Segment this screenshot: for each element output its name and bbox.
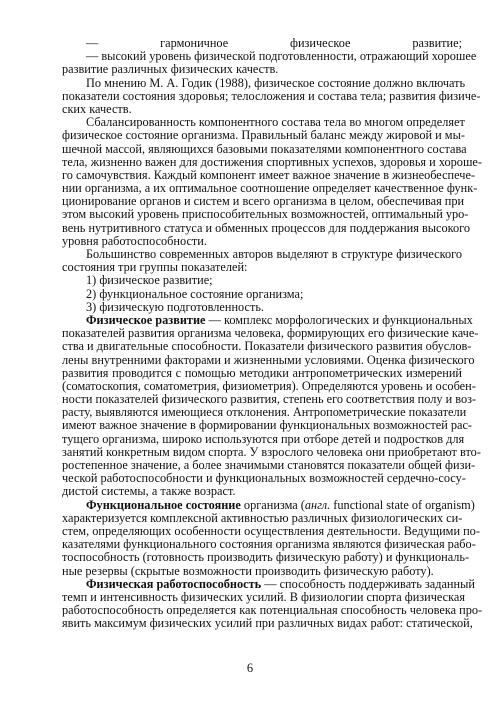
text-segment: шечной массой, являющихся базовыми показателями компонентного состава [62,141,467,156]
text-segment: Сбалансированность компонентного состава тела во многом определяет [86,115,465,130]
text-segment: — высокий уровень физической подготовленности, отражающий хорошее [86,49,477,64]
text-segment: ства и двигательные способности. Показатели физического развития обуслов- [62,339,472,354]
text-line [62,616,473,631]
text-segment: тущего организма, широко используются при отборе детей и подростков для [62,431,465,446]
text-segment: Большинство современных авторов выделяют в структуре физического [86,247,462,261]
text-segment: показатели состояния здоровья; телосложения и состава тела; развития физиче- [62,88,481,103]
text-segment: (соматоскопия, соматометрия, физиометрия). Определяются уровень и особен- [62,378,476,393]
text-segment: — гармоничное физическое развитие; [86,36,462,50]
text-segment: — комплекс морфологических и функциональных [205,312,473,327]
text-segment: — способность поддерживать заданный [261,576,475,591]
text-segment: этом высокий уровень приспособительных возможностей, оптимальный уро- [62,207,469,222]
bold-term: Физическое развитие [86,312,206,327]
body-text [62,36,483,631]
text-segment: развитие различных физических качеств. [62,62,279,77]
text-segment: имеют важное значение в формировании функциональных возможностей рас- [62,418,473,433]
text-segment: стем, определяющих особенности осуществления деятельности. Ведущими по- [62,523,480,538]
text-segment: 3) физическую подготовленность. [86,299,265,314]
text-segment: казателями функционального состояния организма являются физическая рабо- [62,537,476,552]
text-segment: состояния три группы показателей: [62,260,248,275]
text-segment: тела, жизненно важен для достижения спортивных успехов, здоровья и хороше- [62,154,482,169]
bold-term: Функциональное состояние [86,497,241,512]
text-segment: тоспособность (готовность производить физическую работу) и функциональ- [62,550,470,565]
text-segment: нии организма, а их оптимальное соотношение определяет качественное функ- [62,181,478,196]
text-segment: ности показателей физического развития, степень его соответствия полу и воз- [62,392,477,407]
text-segment: лены внутренними факторами и жизненными условиями. Оценка физического [62,352,475,367]
text-segment: темп и интенсивность физических усилий. В физиологии спорта физическая [62,589,466,604]
text-segment: занятий конкретным видом спорта. У взрослого человека они приобретают вто- [62,444,481,459]
text-segment: показателей развития организма человека, формирующих его физические каче- [62,326,479,341]
text-segment: уровня работоспособности. [62,233,207,248]
page-number: 6 [246,661,254,675]
text-segment: ских качеств. [62,101,132,116]
italic-text: англ. [304,497,331,512]
text-segment: ческой работоспособности и функциональных возможностей сердечно-сосу- [62,471,466,486]
text-segment: По мнению М. А. Годик (1988), физическое состояние должно включать [86,75,466,90]
text-segment: характеризуется комплексной активностью различных физиологических си- [62,510,463,525]
text-segment: явить максимум физических усилий при различных видах работ: статической, [62,616,473,631]
text-segment: 2) функциональное состояние организма; [86,286,304,301]
text-segment: ционирование органов и систем и всего организма в целом, обеспечивая при [62,194,465,209]
text-segment: развития проводится с помощью методики антропометрических измерений [62,365,462,380]
text-segment: организма ( [240,497,305,512]
text-segment: дистой системы, а также возраст. [62,484,236,499]
bold-term: Физическая работоспособность [86,576,262,591]
text-segment: ные резервы (скрытые возможности производить физическую работу). [62,563,434,578]
text-segment: functional state of organism) [330,497,475,512]
text-segment: вень нутритивного статуса и обменных процессов для поддержания высокого [62,220,471,235]
text-segment: 1) физическое развитие; [86,273,213,288]
text-segment: работоспособность определяется как потенциальная способность человека про- [62,603,483,618]
text-segment: ростепенное значение, а более значимыми становятся показатели общей физи- [62,458,476,472]
text-segment: го самочувствия. Каждый компонент имеет важное значение в жизнеобеспече- [62,167,476,182]
text-segment: физическое состояние организма. Правильный баланс между жировой и мы- [62,128,465,143]
text-segment: расту, выявляются имеющиеся отклонения. Антропометрические показатели [62,405,467,420]
